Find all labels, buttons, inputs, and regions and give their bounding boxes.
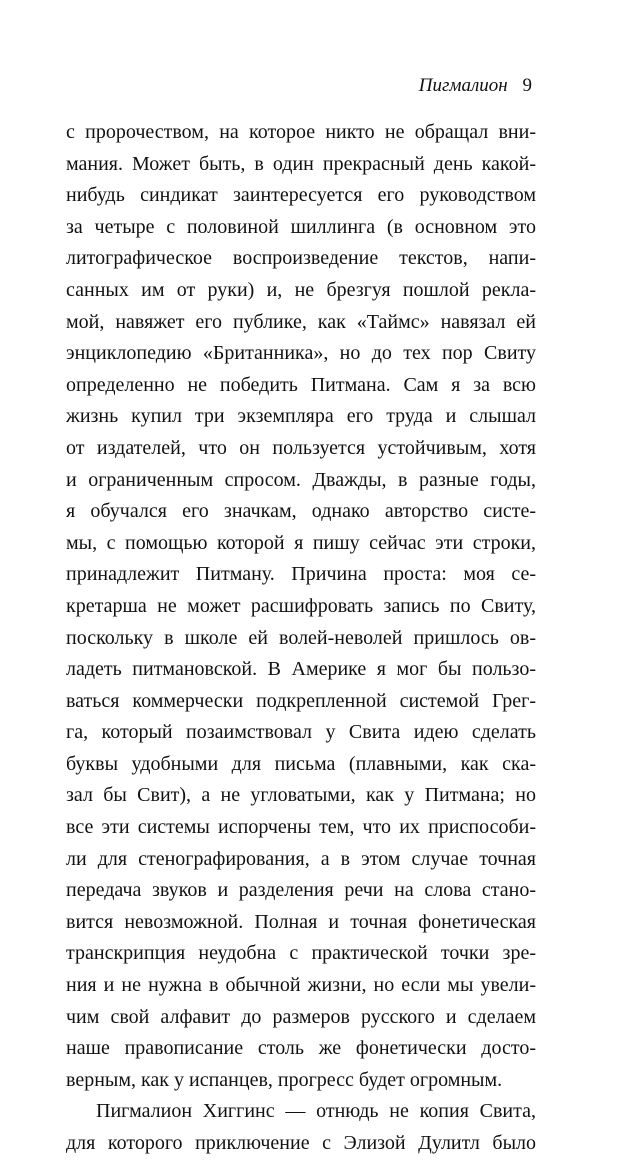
text-line: литографическое воспроизведение текстов, напи- (66, 247, 536, 270)
text-line: определенно не победить Питмана. Сам я за всю (66, 373, 536, 396)
text-line: га, который позаимствовал у Свита идею сделать (66, 721, 536, 744)
text-line: мания. Может быть, в один прекрасный день какой- (66, 152, 536, 175)
text-line: транскрипция неудобна с практической точки зре- (66, 942, 536, 965)
text-line: жизнь купил три экземпляра его труда и слышал (66, 405, 536, 428)
text-line: чим свой алфавит до размеров русского и сделаем (66, 1005, 536, 1028)
text-line: с пророчеством, на которое никто не обращал вни- (66, 121, 536, 143)
text-line: за четыре с половиной шиллинга (в основном это (66, 215, 536, 238)
text-line: нибудь синдикат заинтересуется его руководством (66, 184, 536, 207)
body-text (66, 117, 536, 1160)
text-line: ваться коммерчески подкрепленной системой Грег- (66, 689, 536, 712)
text-line: вится невозможной. Полная и точная фонетическая (66, 910, 536, 933)
paragraph-end-line: верным, как у испанцев, прогресс будет огромным. (66, 1068, 503, 1091)
text-line: я обучался его значкам, однако авторство систе- (66, 500, 536, 523)
text-line: передача звуков и разделения речи на слова стано- (66, 879, 536, 902)
running-header (419, 74, 532, 98)
text-line: ния и не нужна в обычной жизни, но если мы увели- (66, 974, 536, 997)
text-line: наше правописание столь же фонетически досто- (66, 1037, 536, 1060)
text-line: для которого приключение с Элизой Дулитл было (66, 1132, 536, 1154)
paragraph-start-line: Пигмалион Хиггинс — отнюдь не копия Свита, (96, 1100, 536, 1123)
text-line: от издателей, что он пользуется устойчивым, хотя (66, 436, 536, 459)
text-line: кретарша не может расшифровать запись по Свиту, (66, 594, 536, 617)
text-line: буквы удобными для письма (плавными, как ска- (66, 752, 536, 775)
text-line: мой, навяжет его публике, как «Таймс» навязал ей (66, 310, 536, 333)
text-line: энциклопедию «Британника», но до тех пор Свиту (66, 342, 536, 365)
page-number: 9 (522, 75, 532, 96)
running-head-title: Пигмалион (418, 75, 508, 96)
text-line: санных им от руки) и, не брезгуя пошлой рекла- (66, 278, 536, 301)
text-line: все эти системы испорчены тем, что их приспособи- (66, 816, 536, 839)
text-line: ладеть питмановской. В Америке я мог бы пользо- (66, 658, 536, 681)
text-line: мы, с помощью которой я пишу сейчас эти строки, (66, 531, 536, 554)
text-line: поскольку в школе ей волей-неволей пришлось ов- (66, 626, 536, 649)
text-line: принадлежит Питману. Причина проста: моя се- (66, 563, 536, 586)
text-line: зал бы Свит), а не угловатыми, как у Питмана; но (66, 784, 536, 807)
text-line: и ограниченным спросом. Дважды, в разные годы, (66, 468, 536, 491)
text-line: ли для стенографирования, а в этом случае точная (66, 847, 536, 870)
